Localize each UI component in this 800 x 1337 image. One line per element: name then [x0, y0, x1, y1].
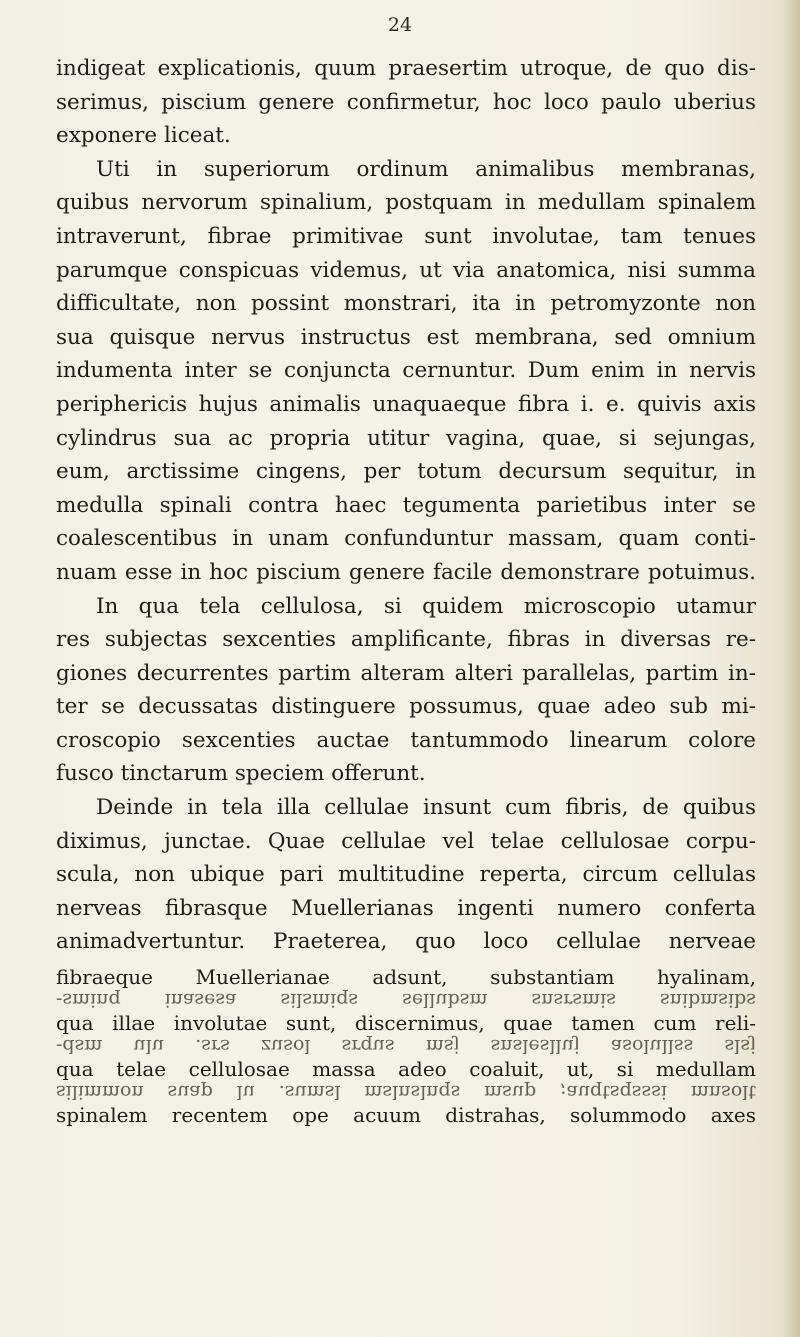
page-number: 24 — [387, 14, 413, 36]
text-line: exponere liceat. — [56, 123, 231, 149]
text-line: cylindrus sua ac propria utitur vagina, quae, si sejungas, — [56, 425, 756, 451]
text-line: nuam esse in hoc piscium genere facile demonstrare potuimus. — [56, 559, 756, 585]
text-line: indigeat explicationis, quum praesertim utroque, de quo dis- — [56, 56, 756, 81]
text-line: fusco tinctarum speciem offerunt. — [56, 761, 426, 787]
text-line: Deinde in tela illa cellulae insunt cum fibris, de quibus — [96, 795, 756, 821]
text-line: medulla spinali contra haec tegumenta parietibus inter se — [56, 492, 756, 518]
text-line: spinalem recentem ope acuum distrahas, solummodo axes — [56, 1103, 756, 1128]
text-line: res subjectas sexcenties amplificante, fibras in diversas re- — [56, 627, 756, 653]
text-line: parumque conspicuas videmus, ut via anatomica, nisi summa — [56, 257, 756, 283]
text-line: In qua tela cellulosa, si quidem microscopio utamur — [96, 593, 756, 619]
text-line: animadvertuntur. Praeterea, quo loco cellulae nerveae — [56, 929, 756, 955]
text-line: coalescentibus in unam confunduntur massam, quam conti- — [56, 526, 756, 552]
text-line: fibraeque Muellerianae adsunt, substantiam hyalinam, — [56, 965, 756, 990]
text-line: qua telae cellulosae massa adeo coaluit, ut, si medullam — [56, 1057, 756, 1082]
text-line: scula, non ubique pari multitudine reperta, circum cellulas — [56, 862, 756, 888]
text-line: indumenta inter se conjuncta cernuntur. Dum enim in nervis — [56, 358, 756, 384]
text-line: quibus nervorum spinalium, postquam in medullam spinalem — [56, 190, 756, 216]
text-line: ter se decussatas distinguere possumus, quae adeo sub mi- — [56, 694, 756, 720]
text-line: intraverunt, fibrae primitivae sunt involutae, tam tenues — [56, 223, 756, 249]
text-line: giones decurrentes partim alteram alteri parallelas, partim in- — [56, 660, 756, 686]
text-line: nerveas fibrasque Muellerianas ingenti numero conferta — [56, 895, 756, 921]
show-through-line: -sminq inasesa silsmiqs sellubsm snsrsmis snibmsibs — [56, 989, 756, 1012]
page-edge-shadow — [786, 0, 800, 1337]
text-line: diximus, junctae. Quae cellulae vel telae cellulosae corpu- — [56, 828, 756, 854]
show-through-line: -dsm ulu .srs zusol srqus msj snsleslluj asolullss slsj — [56, 1035, 756, 1058]
text-line: eum, arctissime cingens, per totum decursum sequitur, in — [56, 459, 756, 485]
show-through-line: silimmon suap lu .sumsl mslnslnqs msup ;auqtsqsssi mnsolt — [56, 1081, 756, 1104]
text-line: serimus, piscium genere confirmetur, hoc loco paulo uberius — [56, 89, 756, 115]
text-line: qua illae involutae sunt, discernimus, quae tamen cum reli- — [56, 1011, 756, 1036]
text-line: periphericis hujus animalis unaquaeque fibra i. e. quivis axis — [56, 391, 756, 417]
text-line: croscopio sexcenties auctae tantummodo linearum colore — [56, 727, 756, 753]
body-text — [56, 52, 756, 1127]
text-line: Uti in superiorum ordinum animalibus membranas, — [96, 156, 756, 182]
text-line: difficultate, non possint monstrari, ita in petromyzonte non — [56, 291, 756, 317]
text-line: sua quisque nervus instructus est membrana, sed omnium — [56, 324, 756, 350]
